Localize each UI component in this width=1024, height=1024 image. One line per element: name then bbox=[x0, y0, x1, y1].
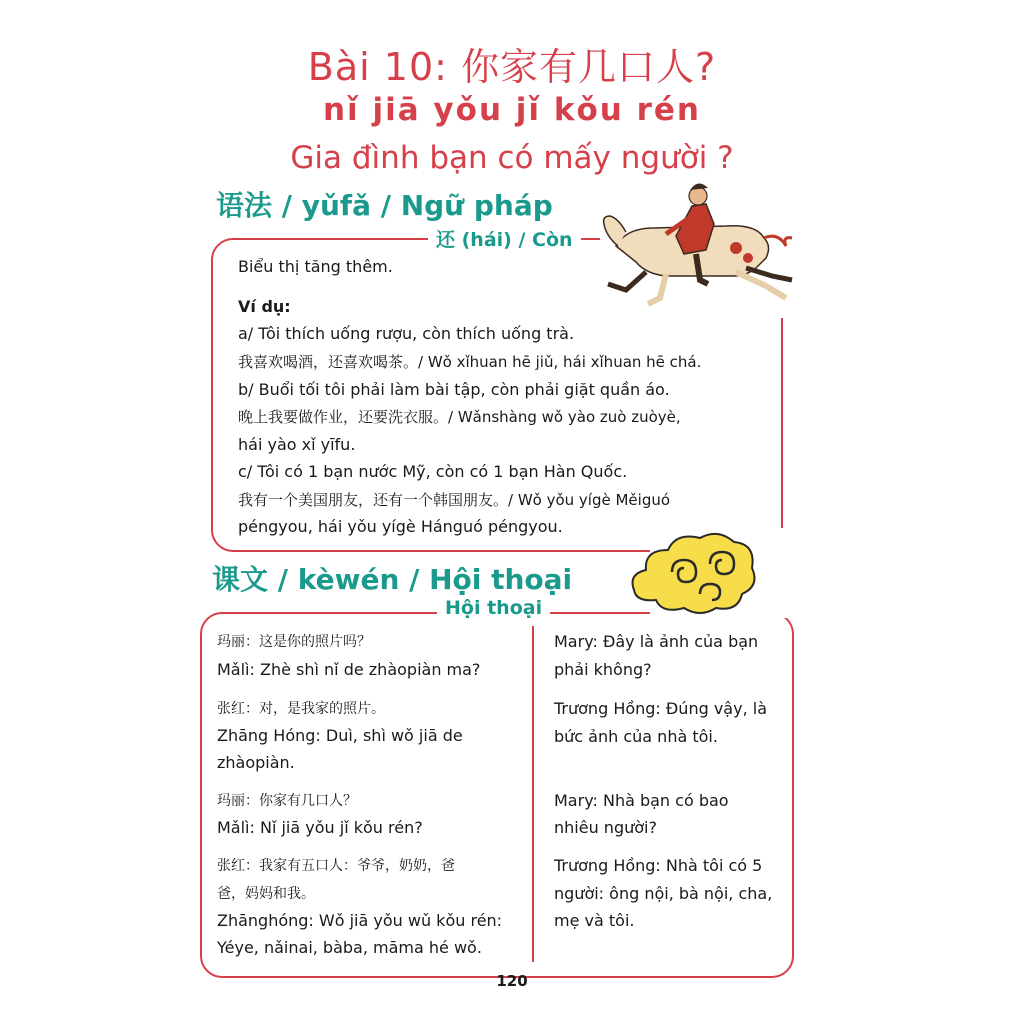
grammar-box-label: 还 (hái) / Còn bbox=[428, 225, 581, 252]
dialogue-right-line: nhiêu người? bbox=[554, 818, 657, 837]
lesson-title: Bài 10: 你家有几口人? bbox=[307, 45, 717, 89]
dialogue-left-line: zhàopiàn. bbox=[217, 753, 295, 772]
grammar-line: b/ Buổi tối tôi phải làm bài tập, còn phải giặt quần áo. bbox=[238, 380, 670, 399]
dialogue-right-line: người: ông nội, bà nội, cha, bbox=[554, 884, 773, 903]
dialogue-heading: 课文 / kèwén / Hội thoại bbox=[212, 563, 573, 596]
grammar-example-label: Ví dụ: bbox=[238, 297, 291, 316]
grammar-line: hái yào xǐ yīfu. bbox=[238, 435, 356, 454]
cloud-ornament-icon bbox=[628, 528, 760, 618]
dialogue-right-line: Trương Hồng: Đúng vậy, là bbox=[554, 699, 767, 718]
dialogue-left-line: Zhānghóng: Wǒ jiā yǒu wǔ kǒu rén: bbox=[217, 911, 503, 930]
dialogue-left-line: 张红：对，是我家的照片。 bbox=[217, 701, 385, 717]
dialogue-left-line: Yéye, nǎinai, bàba, māma hé wǒ. bbox=[217, 938, 482, 957]
grammar-line: 我有一个美国朋友，还有一个韩国朋友。/ Wǒ yǒu yígè Měiguó bbox=[238, 491, 671, 509]
dialogue-right-line: bức ảnh của nhà tôi. bbox=[554, 727, 718, 746]
dialogue-right-line: mẹ và tôi. bbox=[554, 911, 635, 930]
dialogue-left-line: 爸，妈妈和我。 bbox=[217, 886, 315, 902]
lesson-title-vietnamese: Gia đình bạn có mấy người ? bbox=[290, 140, 734, 176]
grammar-line: a/ Tôi thích uống rượu, còn thích uống trà. bbox=[238, 324, 575, 343]
dialogue-right-line: Mary: Đây là ảnh của bạn bbox=[554, 632, 759, 651]
lesson-title-pinyin: nǐ jiā yǒu jǐ kǒu rén bbox=[322, 92, 702, 128]
dialogue-right-line: Mary: Nhà bạn có bao bbox=[554, 791, 729, 810]
column-divider bbox=[532, 626, 534, 962]
grammar-line: c/ Tôi có 1 bạn nước Mỹ, còn có 1 bạn Hàn Quốc. bbox=[238, 462, 628, 481]
dialogue-left-line: Mǎlì: Zhè shì nǐ de zhàopiàn ma? bbox=[217, 660, 481, 679]
dialogue-left-line: 玛丽：这是你的照片吗？ bbox=[217, 634, 371, 650]
horseman-illustration bbox=[596, 176, 796, 312]
grammar-line: 晚上我要做作业，还要洗衣服。/ Wǎnshàng wǒ yào zuò zuòyè, bbox=[238, 408, 681, 426]
dialogue-box-label: Hội thoại bbox=[437, 597, 550, 619]
dialogue-left-line: Zhāng Hóng: Duì, shì wǒ jiā de bbox=[217, 726, 463, 745]
dialogue-right-line: Trương Hồng: Nhà tôi có 5 bbox=[554, 856, 763, 875]
grammar-line: péngyou, hái yǒu yígè Hánguó péngyou. bbox=[238, 517, 563, 536]
dialogue-right-line: phải không? bbox=[554, 660, 652, 679]
grammar-heading: 语法 / yǔfǎ / Ngữ pháp bbox=[216, 189, 553, 222]
dialogue-left-line: 玛丽：你家有几口人？ bbox=[217, 793, 357, 809]
page-number: 120 bbox=[496, 972, 528, 990]
grammar-line: Biểu thị tăng thêm. bbox=[238, 257, 393, 276]
dialogue-left-line: Mǎlì: Nǐ jiā yǒu jǐ kǒu rén? bbox=[217, 818, 423, 837]
grammar-line: 我喜欢喝酒，还喜欢喝茶。/ Wǒ xǐhuan hē jiǔ, hái xǐhuan hē chá. bbox=[238, 353, 702, 371]
dialogue-left-line: 张红：我家有五口人：爷爷，奶奶，爸 bbox=[217, 858, 455, 874]
